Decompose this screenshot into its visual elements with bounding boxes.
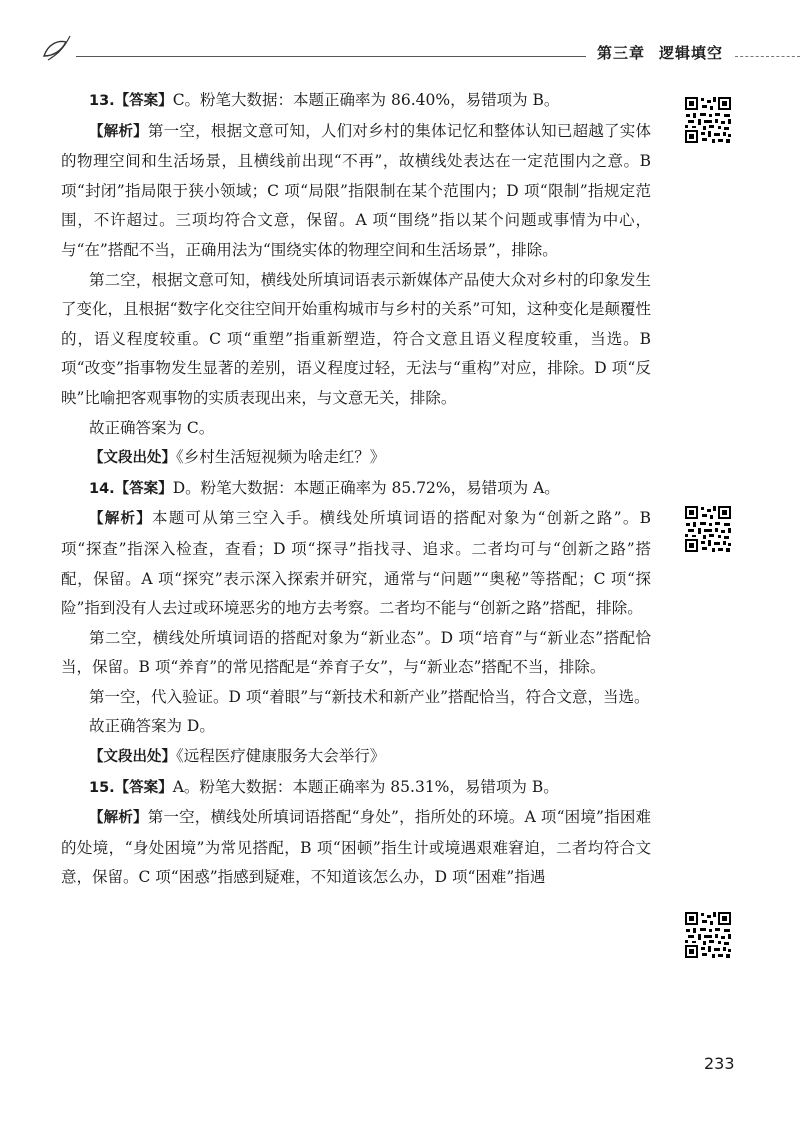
section-title: 逻辑填空	[659, 44, 724, 62]
page-header	[0, 0, 800, 80]
body-paragraph	[61, 624, 651, 683]
body-paragraph	[61, 443, 651, 474]
body-paragraph	[61, 773, 651, 804]
header-rule	[76, 56, 586, 57]
page-number: 233	[704, 1054, 735, 1073]
paragraph-text: 第二空，根据文意可知，横线处所填词语表示新媒体产品使大众对乡村的印象发生了变化，且根据“数字化交往空间开始重构城市与乡村的关系”可知，这种变化是颠覆性的，语义程度较重。C 项“重塑”指重新塑造，符合文意且语义程度较重，当选。B 项“改变”指事物发生显著的差别，语义程度过轻，无法与“重构”对应，排除。D 项“反映”比喻把客观事物的实质表现出来，与文意无关，排除。	[61, 270, 651, 407]
paragraph-text: 故正确答案为 D。	[89, 717, 215, 736]
body-paragraph	[61, 712, 651, 742]
body-paragraph	[61, 474, 651, 505]
paragraph-text: D。粉笔大数据：本题正确率为 85.72%，易错项为 A。	[172, 478, 560, 497]
chapter-number: 第三章	[597, 44, 646, 62]
paragraph-text: A。粉笔大数据：本题正确率为 85.31%，易错项为 B。	[172, 777, 559, 796]
qr-code-icon	[684, 911, 732, 959]
paragraph-text: 第一空，代入验证。D 项“着眼”与“新技术和新产业”搭配恰当，符合文意，当选。	[89, 687, 650, 706]
paragraph-text: 第二空，横线处所填词语的搭配对象为“新业态”。D 项“培育”与“新业态”搭配恰当，保留。B 项“养育”的常见搭配是“养育子女”，与“新业态”搭配不当，排除。	[61, 628, 651, 677]
paragraph-text: C。粉笔大数据：本题正确率为 86.40%，易错项为 B。	[172, 91, 560, 109]
body-paragraph	[61, 504, 651, 623]
qr-code-icon	[684, 96, 732, 144]
paragraph-text: 第一空，根据文意可知，人们对乡村的集体记忆和整体认知已超越了实体的物理空间和生活场景，且横线前出现“不再”，故横线处表达在一定范围内之意。B 项“封闭”指局限于狭小领域；C 项“局限”指限制在某个范围内；D 项“限制”指规定范围，不许超过。三项均符合文意，保留。A 项“围绕”指以某个问题或事情为中心，与“在”搭配不当，正确用法为“围绕实体的物理空间和生活场景”，排除。	[61, 121, 651, 259]
section-label: 【文段出处】	[89, 749, 176, 766]
header-dotted-rule	[735, 56, 800, 57]
chapter-heading	[597, 42, 723, 63]
body-paragraph	[61, 803, 651, 893]
paragraph-text: 《远程医疗健康服务大会举行》	[176, 747, 386, 766]
body-paragraph	[61, 683, 651, 713]
body-paragraph	[61, 742, 651, 773]
section-label: 15.【答案】	[89, 779, 173, 796]
section-label: 13.【答案】	[89, 93, 173, 109]
section-label: 【解析】	[89, 123, 148, 140]
body-paragraph	[61, 117, 651, 266]
body-paragraph	[61, 414, 651, 444]
paragraph-text: 故正确答案为 C。	[89, 418, 215, 437]
body-paragraph	[61, 86, 651, 117]
page-body	[61, 86, 651, 893]
paragraph-text: 《乡村生活短视频为啥走红？》	[176, 448, 386, 467]
paragraph-text: 第一空，横线处所填词语搭配“身处”，指所处的环境。A 项“困境”指困难的处境，“身处困境”为常见搭配，B 项“困顿”指生计或境遇艰难窘迫，二者均符合文意，保留。C 项“困惑”指感到疑难，不知道该怎么办，D 项“困难”指遇	[61, 808, 652, 887]
section-label: 【解析】	[89, 511, 153, 528]
body-paragraph	[61, 266, 651, 414]
section-label: 【文段出处】	[89, 450, 176, 467]
leaf-icon	[40, 30, 76, 66]
section-label: 【解析】	[89, 810, 148, 827]
qr-code-icon	[684, 505, 732, 553]
section-label: 14.【答案】	[89, 480, 173, 497]
paragraph-text: 本题可从第三空入手。横线处所填词语的搭配对象为“创新之路”。B 项“探查”指深入检查，查看；D 项“探寻”指找寻、追求。二者均可与“创新之路”搭配，保留。A 项“探究”表示深入探索并研究，通常与“问题”“奥秘”等搭配；C 项“探险”指到没有人去过或环境恶劣的地方去考察。二者均不能与“创新之路”搭配，排除。	[61, 509, 651, 618]
